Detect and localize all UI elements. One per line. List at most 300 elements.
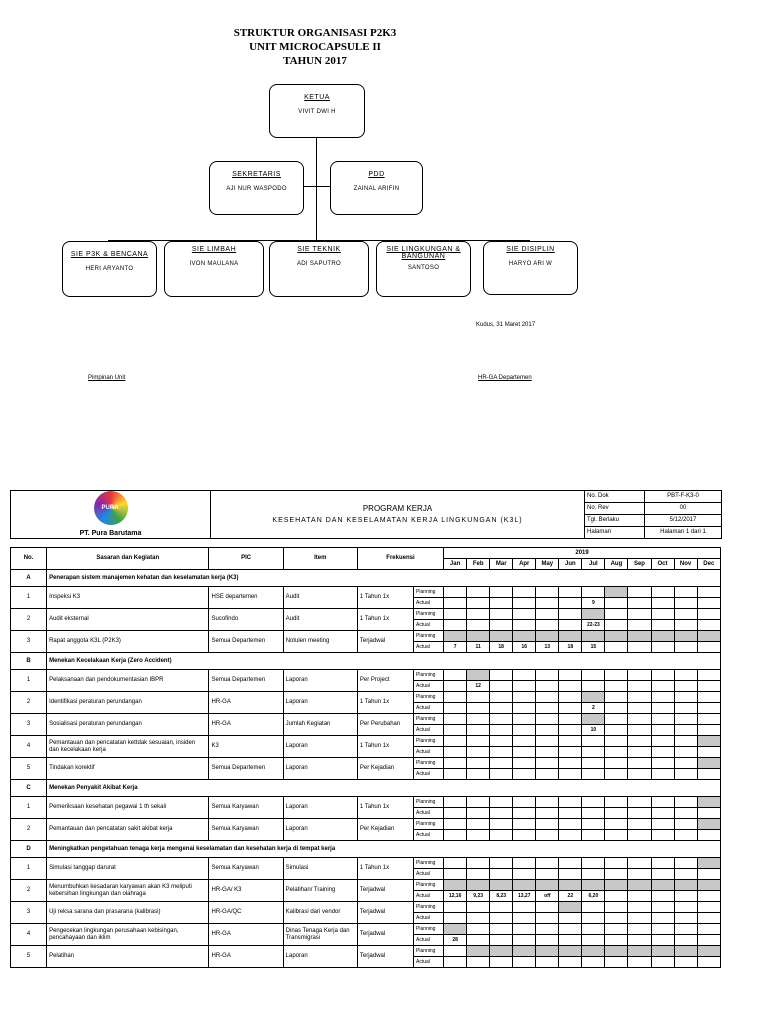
actual-cell: [674, 747, 697, 758]
sie-role-5: SIE DISIPLIN: [506, 246, 555, 253]
actual-cell: [536, 913, 559, 924]
month-header: Sep: [628, 559, 651, 570]
planning-cell: [536, 858, 559, 869]
meta-label: No. Dok: [585, 491, 645, 503]
planning-cell: [674, 902, 697, 913]
actual-cell: 16: [513, 642, 536, 653]
planning-cell: [536, 902, 559, 913]
actual-cell: [628, 725, 651, 736]
planning-cell: [674, 609, 697, 620]
actual-cell: 15: [582, 642, 605, 653]
planning-cell: [674, 587, 697, 598]
table-row: [11, 819, 721, 830]
sie-box-2: [164, 241, 264, 297]
actual-cell: [559, 747, 582, 758]
planning-cell: [582, 858, 605, 869]
row-item: Kalibrasi dari vendor: [283, 902, 357, 924]
actual-cell: [651, 869, 674, 880]
planning-cell: [697, 902, 720, 913]
row-no: 4: [11, 924, 47, 946]
planning-cell: [628, 631, 651, 642]
row-activity: Pemantauan dan pencatatan kettdak sesuaian, insiden dan kecelakaan kerja: [47, 736, 209, 758]
actual-cell: [559, 808, 582, 819]
planning-cell: [605, 880, 628, 891]
ketua-box: [269, 84, 365, 138]
planning-cell: [559, 736, 582, 747]
planning-cell: [605, 609, 628, 620]
row-pic: Semua Karyawan: [209, 858, 283, 880]
planning-cell: [674, 714, 697, 725]
planning-cell: [628, 819, 651, 830]
actual-cell: [559, 703, 582, 714]
actual-cell: [605, 642, 628, 653]
section-title: Menekan Kecelakaan Kerja (Zero Accident): [47, 653, 721, 670]
planning-cell: [513, 858, 536, 869]
section-code: C: [11, 780, 47, 797]
actual-cell: [536, 620, 559, 631]
planning-cell: [467, 858, 490, 869]
section-row: [11, 780, 721, 797]
planning-cell: [536, 609, 559, 620]
planning-cell: [651, 797, 674, 808]
actual-cell: [467, 808, 490, 819]
section-row: [11, 653, 721, 670]
row-activity: Menumbuhkan kesadaran karyawan akan K3 meliputi kebersihan lingkungan dan olahraga: [47, 880, 209, 902]
planning-cell: [490, 924, 513, 935]
planning-cell: [536, 924, 559, 935]
actual-label: Actual: [414, 935, 444, 946]
planning-label: Planning: [414, 631, 444, 642]
actual-cell: [513, 620, 536, 631]
planning-label: Planning: [414, 858, 444, 869]
row-item: Audit: [283, 587, 357, 609]
planning-cell: [651, 902, 674, 913]
actual-cell: [628, 830, 651, 841]
actual-cell: 9: [582, 598, 605, 609]
section-row: [11, 841, 721, 858]
planning-cell: [559, 631, 582, 642]
actual-cell: [444, 830, 467, 841]
actual-cell: [490, 869, 513, 880]
planning-cell: [559, 858, 582, 869]
planning-cell: [697, 714, 720, 725]
actual-cell: [674, 808, 697, 819]
planning-cell: [605, 670, 628, 681]
planning-cell: [674, 758, 697, 769]
actual-cell: 13: [536, 642, 559, 653]
planning-cell: [628, 758, 651, 769]
planning-cell: [490, 797, 513, 808]
planning-cell: [697, 924, 720, 935]
actual-cell: [467, 725, 490, 736]
actual-cell: [444, 769, 467, 780]
row-item: Laporan: [283, 736, 357, 758]
doc-heading-cell: [211, 491, 585, 539]
row-activity: Pelaksanaan dan pendokumentasian IBPR: [47, 670, 209, 692]
actual-cell: [536, 681, 559, 692]
planning-cell: [513, 587, 536, 598]
planning-cell: [605, 902, 628, 913]
meta-value: 5/12/2017: [645, 515, 722, 527]
section-title: Menekan Penyakit Akibat Kerja: [47, 780, 721, 797]
actual-label: Actual: [414, 830, 444, 841]
actual-cell: [674, 598, 697, 609]
planning-cell: [628, 692, 651, 703]
actual-label: Actual: [414, 913, 444, 924]
actual-cell: [490, 747, 513, 758]
planning-cell: [467, 902, 490, 913]
planning-cell: [513, 714, 536, 725]
actual-cell: 2: [582, 703, 605, 714]
planning-cell: [490, 902, 513, 913]
planning-cell: [651, 880, 674, 891]
actual-cell: [513, 598, 536, 609]
actual-cell: [513, 703, 536, 714]
actual-cell: [444, 957, 467, 968]
planning-cell: [559, 609, 582, 620]
actual-cell: [628, 769, 651, 780]
actual-cell: 8,23: [490, 891, 513, 902]
planning-label: Planning: [414, 587, 444, 598]
actual-cell: 13,27: [513, 891, 536, 902]
meta-value: PBT-F-K3-0: [645, 491, 722, 503]
planning-label: Planning: [414, 609, 444, 620]
place-date: Kudus, 31 Maret 2017: [476, 322, 536, 328]
row-activity: Simulasi tanggap darurat: [47, 858, 209, 880]
planning-cell: [651, 924, 674, 935]
actual-cell: [697, 725, 720, 736]
actual-cell: 10: [582, 725, 605, 736]
actual-cell: [697, 642, 720, 653]
planning-cell: [513, 797, 536, 808]
actual-cell: [467, 747, 490, 758]
planning-cell: [628, 797, 651, 808]
actual-cell: [513, 913, 536, 924]
sekretaris-box: [209, 161, 304, 215]
actual-cell: [490, 830, 513, 841]
row-frekuensi: 1 Tahun 1x: [357, 692, 413, 714]
month-header: Nov: [674, 559, 697, 570]
actual-cell: [582, 681, 605, 692]
planning-cell: [513, 758, 536, 769]
actual-cell: [697, 935, 720, 946]
company-name: PT. Pura Barutama: [79, 530, 142, 537]
row-pic: HR-GA: [209, 924, 283, 946]
planning-cell: [467, 736, 490, 747]
actual-cell: [467, 830, 490, 841]
actual-cell: [490, 703, 513, 714]
actual-cell: [628, 598, 651, 609]
row-frekuensi: Terjadwal: [357, 631, 413, 653]
planning-cell: [674, 819, 697, 830]
doc-header-table: [10, 490, 722, 539]
actual-cell: [513, 681, 536, 692]
program-kerja-document: [10, 490, 721, 968]
planning-cell: [605, 797, 628, 808]
planning-cell: [628, 670, 651, 681]
actual-cell: [513, 957, 536, 968]
row-activity: Rapat anggota K3L (P2K3): [47, 631, 209, 653]
row-frekuensi: Terjadwal: [357, 924, 413, 946]
row-frekuensi: 1 Tahun 1x: [357, 736, 413, 758]
planning-cell: [490, 631, 513, 642]
actual-cell: [467, 869, 490, 880]
actual-cell: [628, 869, 651, 880]
actual-cell: [697, 681, 720, 692]
actual-cell: [513, 869, 536, 880]
planning-cell: [467, 631, 490, 642]
actual-cell: [559, 869, 582, 880]
section-code: A: [11, 570, 47, 587]
section-row: [11, 570, 721, 587]
sie-box-4: [376, 241, 471, 297]
actual-cell: [467, 703, 490, 714]
planning-cell: [467, 924, 490, 935]
planning-cell: [467, 946, 490, 957]
planning-cell: [467, 880, 490, 891]
planning-cell: [651, 858, 674, 869]
actual-label: Actual: [414, 957, 444, 968]
actual-cell: [605, 769, 628, 780]
actual-cell: [444, 598, 467, 609]
actual-cell: [697, 913, 720, 924]
planning-cell: [513, 924, 536, 935]
actual-cell: [674, 869, 697, 880]
planning-cell: [628, 609, 651, 620]
planning-cell: [490, 714, 513, 725]
row-activity: Pengecekan lingkungan perusahaan kebisingan, pencahayaan dan iklim: [47, 924, 209, 946]
row-no: 3: [11, 902, 47, 924]
actual-cell: [651, 725, 674, 736]
planning-cell: [697, 736, 720, 747]
table-row: [11, 609, 721, 620]
actual-cell: [536, 808, 559, 819]
row-item: Laporan: [283, 692, 357, 714]
planning-cell: [582, 924, 605, 935]
actual-label: Actual: [414, 620, 444, 631]
actual-cell: [513, 769, 536, 780]
planning-cell: [651, 631, 674, 642]
row-frekuensi: Per Perubahan: [357, 714, 413, 736]
actual-cell: [628, 891, 651, 902]
planning-cell: [559, 819, 582, 830]
actual-cell: [605, 620, 628, 631]
actual-cell: [559, 957, 582, 968]
actual-cell: [674, 913, 697, 924]
planning-cell: [536, 797, 559, 808]
actual-cell: [605, 935, 628, 946]
planning-cell: [559, 880, 582, 891]
actual-cell: [697, 620, 720, 631]
planning-cell: [674, 797, 697, 808]
actual-cell: [674, 935, 697, 946]
planning-cell: [674, 946, 697, 957]
planning-cell: [444, 797, 467, 808]
row-pic: Semua Departemen: [209, 670, 283, 692]
planning-cell: [490, 609, 513, 620]
month-header: Jun: [559, 559, 582, 570]
planning-cell: [697, 609, 720, 620]
row-item: Laporan: [283, 758, 357, 780]
row-pic: HR-GA/QC: [209, 902, 283, 924]
actual-cell: [697, 869, 720, 880]
planning-cell: [536, 587, 559, 598]
row-no: 3: [11, 714, 47, 736]
planning-cell: [582, 692, 605, 703]
actual-cell: [559, 620, 582, 631]
actual-cell: 9,23: [467, 891, 490, 902]
table-row: [11, 670, 721, 681]
doc-heading-1: PROGRAM KERJA: [362, 504, 433, 513]
actual-cell: [674, 681, 697, 692]
row-item: Pelatihan/ Training: [283, 880, 357, 902]
actual-cell: [605, 869, 628, 880]
planning-cell: [697, 819, 720, 830]
planning-cell: [490, 758, 513, 769]
row-item: Simulasi: [283, 858, 357, 880]
planning-cell: [651, 946, 674, 957]
month-header: Jan: [444, 559, 467, 570]
section-code: D: [11, 841, 47, 858]
actual-cell: [582, 830, 605, 841]
planning-cell: [674, 692, 697, 703]
planning-cell: [513, 819, 536, 830]
planning-cell: [582, 880, 605, 891]
actual-cell: [536, 830, 559, 841]
row-frekuensi: Terjadwal: [357, 946, 413, 968]
planning-cell: [536, 631, 559, 642]
actual-label: Actual: [414, 808, 444, 819]
actual-cell: [513, 808, 536, 819]
actual-cell: [697, 891, 720, 902]
actual-cell: [605, 808, 628, 819]
planning-cell: [513, 631, 536, 642]
logo-text: PURA: [101, 505, 119, 511]
section-code: B: [11, 653, 47, 670]
row-item: Laporan: [283, 670, 357, 692]
actual-cell: [559, 769, 582, 780]
month-header: May: [536, 559, 559, 570]
table-row: [11, 880, 721, 891]
planning-cell: [490, 946, 513, 957]
planning-cell: [444, 587, 467, 598]
planning-cell: [674, 670, 697, 681]
section-title: Meningkatkan pengetahuan tenaga kerja mengenai keselamatan dan kesehatan kerja di tempat kerja: [47, 841, 721, 858]
row-pic: HR-GA: [209, 692, 283, 714]
actual-cell: [628, 913, 651, 924]
company-logo: [94, 491, 128, 525]
planning-cell: [628, 714, 651, 725]
planning-cell: [559, 946, 582, 957]
actual-cell: [628, 935, 651, 946]
planning-cell: [582, 819, 605, 830]
actual-cell: [605, 725, 628, 736]
actual-cell: 7: [444, 642, 467, 653]
actual-cell: [559, 913, 582, 924]
actual-cell: [536, 703, 559, 714]
planning-cell: [697, 670, 720, 681]
actual-cell: [467, 598, 490, 609]
actual-cell: [651, 642, 674, 653]
planning-cell: [582, 902, 605, 913]
row-frekuensi: 1 Tahun 1x: [357, 858, 413, 880]
row-pic: Semua Departemen: [209, 631, 283, 653]
sie-box-3: [269, 241, 369, 297]
planning-cell: [536, 946, 559, 957]
actual-cell: [582, 935, 605, 946]
planning-cell: [444, 924, 467, 935]
actual-label: Actual: [414, 681, 444, 692]
meta-value: 00: [645, 503, 722, 515]
planning-cell: [467, 670, 490, 681]
sie-role-1: SIE P3K & BENCANA: [70, 251, 149, 258]
planning-cell: [467, 609, 490, 620]
actual-cell: [628, 747, 651, 758]
planning-cell: [582, 670, 605, 681]
row-no: 1: [11, 670, 47, 692]
actual-cell: [697, 703, 720, 714]
planning-cell: [467, 692, 490, 703]
actual-cell: 6,20: [582, 891, 605, 902]
planning-cell: [444, 758, 467, 769]
planning-cell: [582, 609, 605, 620]
planning-cell: [536, 736, 559, 747]
sie-name-1: HERI ARYANTO: [85, 266, 134, 272]
planning-cell: [697, 758, 720, 769]
actual-cell: [536, 935, 559, 946]
month-header: Mar: [490, 559, 513, 570]
actual-cell: [444, 681, 467, 692]
planning-cell: [536, 714, 559, 725]
planning-cell: [674, 858, 697, 869]
actual-cell: [513, 830, 536, 841]
planning-cell: [651, 692, 674, 703]
actual-cell: [651, 681, 674, 692]
actual-cell: [582, 957, 605, 968]
planning-label: Planning: [414, 819, 444, 830]
actual-cell: [490, 935, 513, 946]
actual-cell: [697, 769, 720, 780]
planning-cell: [559, 924, 582, 935]
actual-cell: [651, 891, 674, 902]
actual-cell: [467, 935, 490, 946]
row-no: 4: [11, 736, 47, 758]
actual-cell: [651, 769, 674, 780]
actual-cell: [444, 869, 467, 880]
planning-cell: [444, 692, 467, 703]
actual-cell: 28: [444, 935, 467, 946]
actual-cell: [444, 808, 467, 819]
actual-cell: [674, 769, 697, 780]
actual-cell: [490, 620, 513, 631]
sie-box-5: [483, 241, 578, 295]
actual-cell: 11: [467, 642, 490, 653]
planning-cell: [444, 631, 467, 642]
actual-cell: [628, 681, 651, 692]
table-row: [11, 631, 721, 642]
company-cell: [11, 491, 211, 539]
meta-label: Tgl. Berlaku: [585, 515, 645, 527]
row-no: 3: [11, 631, 47, 653]
planning-cell: [444, 714, 467, 725]
table-row: [11, 858, 721, 869]
planning-cell: [536, 819, 559, 830]
row-pic: HR-GA: [209, 946, 283, 968]
row-activity: Uji reksa sarana dan prasarana (kalibrasi): [47, 902, 209, 924]
sign-left-label: Pimpinan Unit: [88, 375, 126, 381]
row-item: Laporan: [283, 946, 357, 968]
actual-cell: [582, 808, 605, 819]
